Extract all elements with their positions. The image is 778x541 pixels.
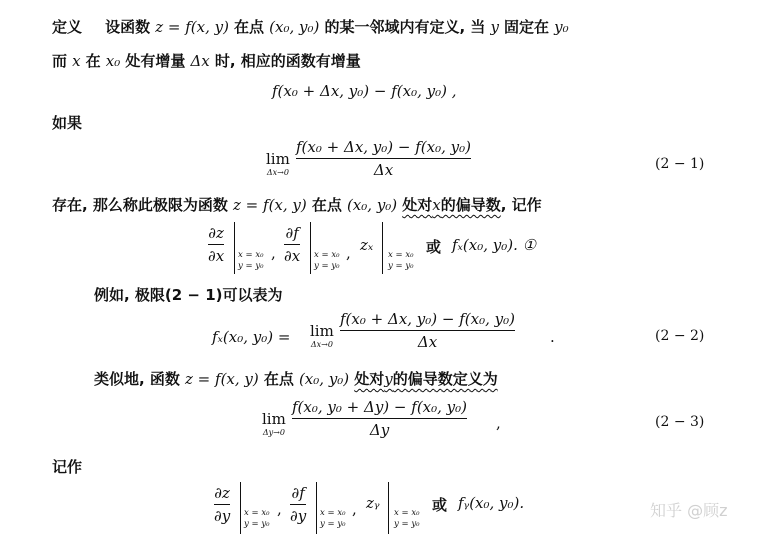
evaluation-bar bbox=[240, 482, 241, 534]
fraction-bar bbox=[296, 158, 471, 159]
partial-z-partial-y: ∂z ∂y bbox=[214, 484, 231, 526]
evaluation-point: x = x₀ y = y₀ bbox=[244, 508, 270, 529]
evaluation-bar bbox=[388, 482, 389, 534]
limit-operator: lim Δx→0 bbox=[310, 322, 334, 349]
evaluation-bar bbox=[234, 222, 235, 274]
evaluation-bar bbox=[382, 222, 383, 274]
definition-line-1: 定义 设函数 z = f(x, y) 在点 (x₀, y₀) 的某一邻域内有定义, 当 y 固定在 y₀ bbox=[52, 18, 569, 36]
evaluation-point: x = x₀ y = y₀ bbox=[314, 250, 340, 271]
limit-operator: lim Δx→0 bbox=[266, 150, 290, 177]
limit-operator: lim Δy→0 bbox=[262, 410, 286, 437]
z-sub-y: zᵧ bbox=[366, 494, 380, 512]
partial-f-partial-y: ∂f ∂y bbox=[290, 484, 307, 526]
f-sub-x-notation: fₓ(x₀, y₀). ① bbox=[452, 236, 537, 254]
evaluation-bar bbox=[310, 222, 311, 274]
z-sub-x: zₓ bbox=[360, 236, 374, 254]
evaluation-bar bbox=[316, 482, 317, 534]
equation-number: (2 − 1) bbox=[655, 156, 705, 172]
difference-quotient: f(x₀ + Δx, y₀) − f(x₀, y₀) Δx bbox=[340, 310, 516, 352]
evaluation-point: x = x₀ y = y₀ bbox=[388, 250, 414, 271]
partial-derivative-definition-y: 类似地, 函数 z = f(x, y) 在点 (x₀, y₀) 处对y的偏导数定义为 bbox=[94, 370, 498, 388]
ruguo-label: 如果 bbox=[52, 114, 83, 132]
evaluation-point: x = x₀ y = y₀ bbox=[394, 508, 420, 529]
partial-z-partial-x: ∂z ∂x bbox=[208, 224, 225, 266]
example-line: 例如, 极限(2 − 1)可以表为 bbox=[94, 286, 283, 304]
partial-derivative-definition-x: 存在, 那么称此极限为函数 z = f(x, y) 在点 (x₀, y₀) 处对x的偏导数, 记作 bbox=[52, 196, 542, 214]
jizuo-label: 记作 bbox=[52, 458, 83, 476]
definition-line-2: 而 x 在 x₀ 处有增量 Δx 时, 相应的函数有增量 bbox=[52, 52, 361, 70]
f-sub-y-notation: fᵧ(x₀, y₀). bbox=[458, 494, 525, 512]
zhihu-watermark: 知乎 @顾z bbox=[650, 501, 728, 520]
equation-number: (2 − 3) bbox=[655, 414, 705, 430]
difference-quotient: f(x₀ + Δx, y₀) − f(x₀, y₀) Δx bbox=[296, 138, 472, 180]
fx-lhs: fₓ(x₀, y₀) = bbox=[212, 328, 291, 346]
increment-expression: f(x₀ + Δx, y₀) − f(x₀, y₀) , bbox=[272, 82, 457, 100]
evaluation-point: x = x₀ y = y₀ bbox=[238, 250, 264, 271]
evaluation-point: x = x₀ y = y₀ bbox=[320, 508, 346, 529]
partial-f-partial-x: ∂f ∂x bbox=[284, 224, 301, 266]
equation-number: (2 − 2) bbox=[655, 328, 705, 344]
difference-quotient: f(x₀, y₀ + Δy) − f(x₀, y₀) Δy bbox=[292, 398, 468, 440]
definition-label: 定义 bbox=[52, 18, 83, 36]
